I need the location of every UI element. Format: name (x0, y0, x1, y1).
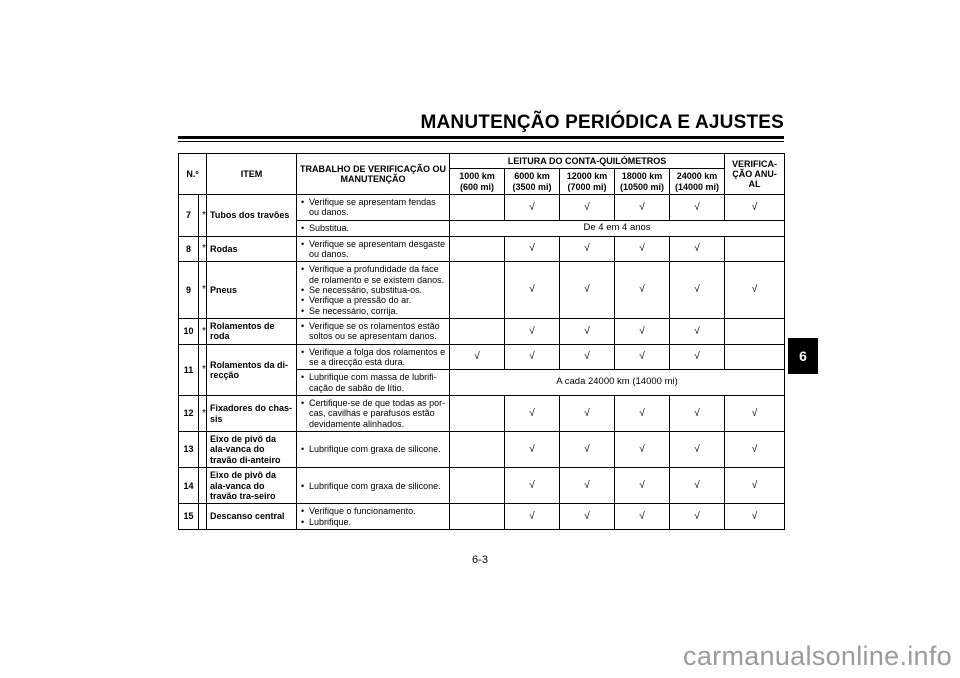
annual-check: √ (725, 468, 785, 504)
interval-mi: (600 mi) (460, 181, 495, 192)
table-row (179, 262, 785, 319)
row-work (297, 396, 450, 432)
table-row (179, 432, 785, 468)
interval-check: √ (560, 396, 615, 432)
header-interval-4 (670, 169, 725, 195)
interval-km: 18000 km (621, 171, 663, 182)
interval-mi: (3500 mi) (512, 181, 552, 192)
work-bullet: • Certifique-se de que todas as por-cas, cavilhas e parafusos estão devidamente alinhados. (309, 398, 446, 429)
work-list (300, 372, 446, 393)
row-number: 12 (179, 396, 199, 432)
interval-check (450, 468, 505, 504)
table-row (179, 236, 785, 262)
table-row (179, 504, 785, 530)
row-asterisk: * (199, 344, 207, 395)
interval-km: 1000 km (459, 171, 495, 182)
interval-check: √ (505, 396, 560, 432)
row-asterisk: * (199, 319, 207, 345)
work-list (300, 347, 446, 368)
header-interval-3 (615, 169, 670, 195)
interval-check: √ (615, 195, 670, 221)
interval-span-text: De 4 em 4 anos (450, 220, 785, 236)
interval-check: √ (615, 236, 670, 262)
interval-check: √ (615, 468, 670, 504)
row-number: 11 (179, 344, 199, 395)
watermark-url: carmanualsonline.info (683, 641, 952, 671)
interval-check: √ (670, 319, 725, 345)
row-item: Eixo de pivô da ala-vanca do travão tra-seiro (207, 468, 297, 504)
interval-check: √ (560, 504, 615, 530)
row-asterisk (199, 504, 207, 530)
interval-check: √ (670, 344, 725, 370)
interval-check: √ (615, 432, 670, 468)
table-row (179, 396, 785, 432)
interval-check: √ (670, 396, 725, 432)
row-item: Pneus (207, 262, 297, 319)
interval-check (450, 432, 505, 468)
page-title: MANUTENÇÃO PERIÓDICA E AJUSTES (420, 112, 784, 133)
interval-check: √ (670, 262, 725, 319)
work-bullet: • Verifique a pressão do ar. (309, 295, 446, 305)
header-interval-2 (560, 169, 615, 195)
row-item: Rolamentos da di-recção (207, 344, 297, 395)
interval-check (450, 396, 505, 432)
table-row (179, 344, 785, 370)
annual-check (725, 319, 785, 345)
work-list (300, 223, 446, 233)
work-bullet: • Lubrifique. (309, 517, 446, 527)
work-list (300, 481, 446, 491)
work-bullet: • Verifique se apresentam desgaste ou danos. (309, 239, 446, 260)
interval-km: 24000 km (676, 171, 718, 182)
row-work (297, 236, 450, 262)
interval-span-text: A cada 24000 km (14000 mi) (450, 370, 785, 396)
interval-check (450, 319, 505, 345)
annual-check: √ (725, 195, 785, 221)
row-work (297, 468, 450, 504)
work-bullet: • Lubrifique com massa de lubrifi-cação de sabão de lítio. (309, 372, 446, 393)
interval-check: √ (450, 344, 505, 370)
row-item: Rodas (207, 236, 297, 262)
header-annual: VERIFICA-ÇÃO ANU-AL (725, 154, 785, 195)
annual-check: √ (725, 262, 785, 319)
interval-check: √ (615, 396, 670, 432)
title-rule-thick (178, 136, 784, 139)
interval-check: √ (560, 236, 615, 262)
row-asterisk (199, 468, 207, 504)
interval-check: √ (505, 432, 560, 468)
work-bullet: • Verifique se os rolamentos estão soltos ou se apresentam danos. (309, 321, 446, 342)
work-bullet: • Verifique a profundidade da face de rolamento e se existem danos. (309, 264, 446, 285)
header-no: N.º (179, 154, 207, 195)
annual-check (725, 344, 785, 370)
table-row (179, 319, 785, 345)
interval-check: √ (615, 344, 670, 370)
row-number: 8 (179, 236, 199, 262)
interval-mi: (14000 mi) (675, 181, 720, 192)
interval-check (450, 195, 505, 221)
annual-check: √ (725, 504, 785, 530)
work-bullet: • Lubrifique com graxa de silicone. (309, 444, 446, 454)
row-item: Descanso central (207, 504, 297, 530)
work-list (300, 239, 446, 260)
interval-check: √ (560, 468, 615, 504)
row-number: 15 (179, 504, 199, 530)
annual-check (725, 236, 785, 262)
interval-check: √ (670, 468, 725, 504)
maintenance-table (178, 153, 785, 530)
interval-mi: (7000 mi) (567, 181, 607, 192)
interval-check: √ (560, 344, 615, 370)
row-item: Fixadores do chas-sis (207, 396, 297, 432)
interval-check: √ (560, 262, 615, 319)
title-rule-thin (178, 141, 784, 142)
interval-km: 6000 km (514, 171, 550, 182)
interval-check: √ (670, 432, 725, 468)
interval-check: √ (505, 344, 560, 370)
header-interval-1 (505, 169, 560, 195)
interval-check: √ (615, 262, 670, 319)
interval-check: √ (670, 236, 725, 262)
interval-check: √ (670, 195, 725, 221)
header-odometer: LEITURA DO CONTA-QUILÓMETROS (450, 154, 725, 169)
row-item: Eixo de pivô da ala-vanca do travão di-anteiro (207, 432, 297, 468)
row-number: 9 (179, 262, 199, 319)
row-item: Rolamentos de roda (207, 319, 297, 345)
header-item: ITEM (207, 154, 297, 195)
row-work (297, 220, 450, 236)
row-work (297, 195, 450, 221)
work-bullet: • Lubrifique com graxa de silicone. (309, 481, 446, 491)
row-work (297, 504, 450, 530)
work-bullet: • Substitua. (309, 223, 446, 233)
row-number: 10 (179, 319, 199, 345)
interval-check (450, 262, 505, 319)
header-interval-0 (450, 169, 505, 195)
annual-check: √ (725, 432, 785, 468)
work-bullet: • Verifique a folga dos rolamentos e se a direcção está dura. (309, 347, 446, 368)
interval-check: √ (505, 195, 560, 221)
interval-check: √ (505, 236, 560, 262)
work-list (300, 398, 446, 429)
interval-check: √ (560, 432, 615, 468)
annual-check: √ (725, 396, 785, 432)
row-asterisk: * (199, 262, 207, 319)
row-work (297, 432, 450, 468)
row-asterisk: * (199, 195, 207, 237)
interval-check: √ (505, 504, 560, 530)
chapter-tab: 6 (788, 338, 818, 374)
page-number: 6-3 (472, 554, 488, 566)
row-work (297, 344, 450, 370)
row-asterisk: * (199, 396, 207, 432)
interval-check: √ (615, 319, 670, 345)
work-list (300, 444, 446, 454)
work-bullet: • Se necessário, substitua-os. (309, 285, 446, 295)
interval-check (450, 504, 505, 530)
header-work: TRABALHO DE VERIFICAÇÃO OU MANUTENÇÃO (297, 154, 450, 195)
work-bullet: • Se necessário, corrija. (309, 306, 446, 316)
row-asterisk: * (199, 236, 207, 262)
table-row (179, 195, 785, 221)
interval-check: √ (670, 504, 725, 530)
row-item: Tubos dos travões (207, 195, 297, 237)
interval-check: √ (560, 195, 615, 221)
row-work (297, 262, 450, 319)
interval-check: √ (505, 262, 560, 319)
row-asterisk (199, 432, 207, 468)
work-list (300, 197, 446, 218)
row-work (297, 370, 450, 396)
interval-check (450, 236, 505, 262)
work-list (300, 264, 446, 316)
row-work (297, 319, 450, 345)
interval-check: √ (505, 319, 560, 345)
table-row (179, 468, 785, 504)
row-number: 14 (179, 468, 199, 504)
interval-check: √ (615, 504, 670, 530)
interval-km: 12000 km (566, 171, 608, 182)
interval-check: √ (560, 319, 615, 345)
row-number: 7 (179, 195, 199, 237)
interval-check: √ (505, 468, 560, 504)
work-bullet: • Verifique o funcionamento. (309, 506, 446, 516)
table-body (179, 195, 785, 530)
work-list (300, 321, 446, 342)
work-bullet: • Verifique se apresentam fendas ou danos. (309, 197, 446, 218)
row-number: 13 (179, 432, 199, 468)
interval-mi: (10500 mi) (620, 181, 665, 192)
work-list (300, 506, 446, 527)
